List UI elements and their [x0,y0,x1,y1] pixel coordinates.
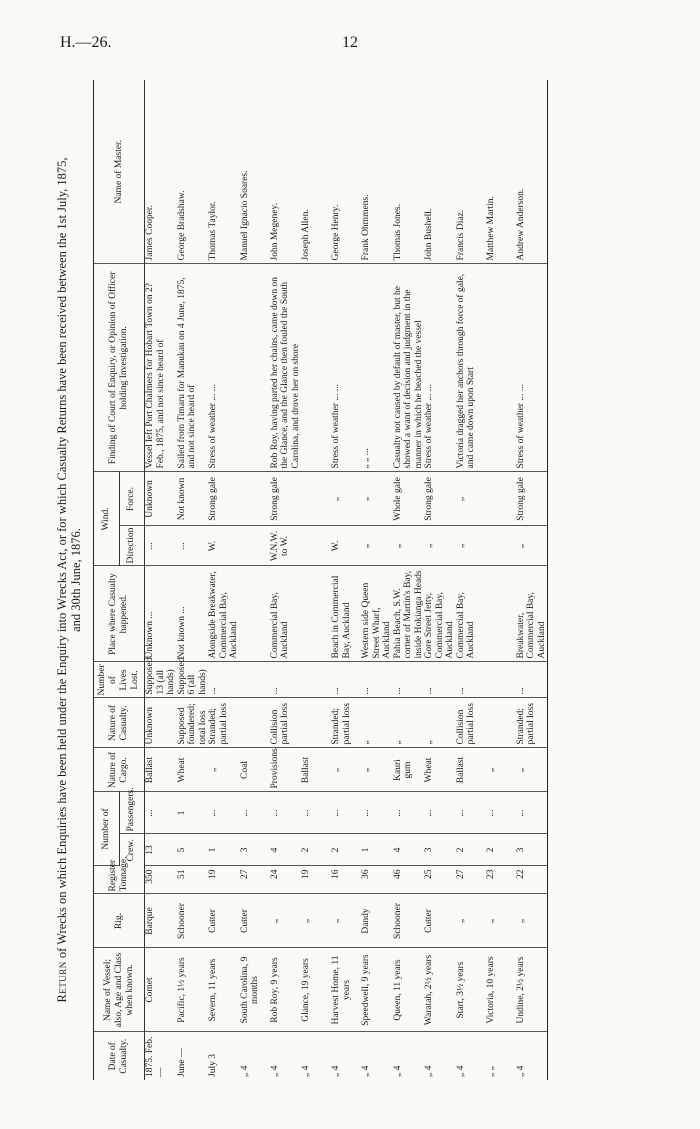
cell-casualty: „ [393,698,425,748]
table-row [393,80,425,1080]
cell-passengers: ... [456,792,486,834]
cell-place [240,566,270,662]
cell-force [301,472,331,526]
cell-casualty: Stranded; partial loss [208,698,240,748]
cell-place [486,566,516,662]
cell-date: „ 4 [301,1065,311,1077]
table-row [240,80,270,1080]
cell-lives [486,662,516,698]
cell-crew: 13 [145,834,177,866]
cell-finding: Vessel left Port Chalmers for Hobart Town on 2? Feb., 1875, and not since heard of [145,264,177,472]
cell-casualty [486,698,516,748]
title-line-1: of Wrecks on which Enquiries have been held under the Enquiry into Wrecks Act, or for which Casualty Returns have been received between the 1st July, 1875, [55,157,69,959]
col-casualty-header: Nature of Casualty. [94,698,145,748]
col-master-header: Name of Master. [94,80,145,264]
cell-lives: ... [393,662,425,698]
cell-place: Pahia Beach, S.W. corner of Martin's Bay, inside Hokianga Heads [393,566,425,662]
cell-finding: Casualty not caused by default of master, but he showed a want of decision and judgment in the manner in which he beached the vessel [393,264,425,472]
cell-vessel: Undine, 2½ years [516,948,548,1032]
cell-cargo: „ [516,748,548,792]
cell-lives [240,662,270,698]
cell-master: John Megeney. [270,80,302,264]
cell-direction: „ [424,526,456,566]
cell-force: Strong gale [516,472,548,526]
cell-passengers: ... [393,792,425,834]
cell-master: George Henry. [331,80,361,264]
cell-tonnage: 51 [177,866,209,894]
cell-lives: ... [456,662,486,698]
cell-finding: Sailed from Timaru for Manukau on 4 June, 1875, and not since heard of [177,264,209,472]
cell-date: „ 4 [455,1065,466,1077]
cell-force: „ [331,472,361,526]
document-reference: H.—26. [60,34,112,51]
page-header [60,34,660,56]
cell-crew: 4 [393,834,425,866]
cell-tonnage: 350 [145,866,177,894]
cell-rig: „ [456,894,486,948]
cell-cargo: Coal [240,748,270,792]
cell-finding [486,264,516,472]
cell-master: Manuel Ignacio Soares. [240,80,270,264]
wreck-returns-table [93,80,548,1080]
cell-rig: Cutter [240,894,270,948]
cell-passengers: ... [486,792,516,834]
cell-vessel: Queen, 11 years [393,948,425,1032]
table-row [177,80,209,1080]
cell-lives [301,662,331,698]
cell-rig: „ [516,894,548,948]
cell-casualty: Stranded; partial loss [331,698,361,748]
cell-finding: „ „ ... [361,264,393,472]
cell-tonnage: 36 [361,866,393,894]
cell-direction [301,526,331,566]
cell-crew: 2 [486,834,516,866]
table-row [208,80,240,1080]
cell-vessel: Victoria, 10 years [486,948,516,1032]
cell-direction: „ [516,526,548,566]
cell-date: „ 4 [269,1065,280,1077]
cell-casualty: „ [424,698,456,748]
cell-force: Strong gale [270,472,302,526]
cell-date: July 3 [208,1054,218,1077]
cell-vessel: Speedwell, 9 years [361,948,393,1032]
cell-vessel: Rob Roy, 9 years [270,948,302,1032]
cell-force: Unknown [145,472,177,526]
cell-casualty: „ [361,698,393,748]
cell-lives: ... [331,662,361,698]
cell-finding [240,264,270,472]
cell-cargo: Kauri gum [393,748,425,792]
cell-casualty [240,698,270,748]
cell-finding: Stress of weather ... ... [208,264,240,472]
cell-cargo: Wheat [424,748,456,792]
cell-finding: Stress of weather ... ... [516,264,548,472]
cell-passengers: ... [208,792,240,834]
cell-lives: ... [270,662,302,698]
cell-passengers: ... [301,792,331,834]
cell-tonnage: 16 [331,866,361,894]
col-lives-header: Number of Lives Lost. [94,662,145,698]
cell-place: Not known ... [177,566,209,662]
cell-date: „ 4 [392,1065,403,1077]
table-row [361,80,393,1080]
cell-place [301,566,331,662]
cell-lives: ... [361,662,393,698]
cell-vessel: Harvest Home, 11 years [331,948,361,1032]
cell-rig: „ [301,894,331,948]
cell-lives: Supposed 13 (all hands) [145,662,177,698]
cell-crew: 3 [516,834,548,866]
cell-finding: Stress of weather ... ... [424,264,456,472]
cell-rig: Dandy [361,894,393,948]
cell-direction: „ [361,526,393,566]
cell-rig: „ [331,894,361,948]
cell-vessel: Waratah, 2½ years [424,948,456,1032]
cell-vessel: Pacific, 1½ years [177,948,209,1032]
page-number: 12 [342,34,358,51]
cell-master: Thomas Taylor. [208,80,240,264]
col-number-of-header: Number of [94,792,120,866]
cell-crew: 5 [177,834,209,866]
title-line-2: and 30th June, 1876. [69,528,83,632]
cell-casualty: Supposed foundered; total loss [177,698,209,748]
cell-casualty: Collision partial loss [456,698,486,748]
cell-crew: 4 [270,834,302,866]
cell-place: Breakwater, Commercial Bay, Auckland [516,566,548,662]
table-title [55,80,83,1080]
cell-tonnage: 19 [301,866,331,894]
cell-force: Whole gale [393,472,425,526]
cell-place: Alongside Breakwater, Commercial Bay, Auckland [208,566,240,662]
cell-force [240,472,270,526]
cell-force [486,472,516,526]
cell-master: Andrew Anderson. [516,80,548,264]
cell-finding [301,264,331,472]
cell-rig: Cutter [424,894,456,948]
table-row [424,80,456,1080]
cell-rig: Barque [145,894,177,948]
col-wind-header: Wind. [94,472,120,566]
cell-tonnage: 19 [208,866,240,894]
table-row [486,80,516,1080]
cell-direction: „ [456,526,486,566]
col-passengers-header: Passengers. [119,792,145,834]
cell-finding: Rob Roy, having parted her chains, came down on the Glance, and the Glance then fouled the South Carolina, and drove her on shore [270,264,302,472]
table-row [331,80,361,1080]
cell-passengers: ... [240,792,270,834]
cell-date: „ 4 [239,1065,250,1077]
cell-passengers: ... [270,792,302,834]
cell-passengers: ... [145,792,177,834]
cell-rig: Schooner [177,894,209,948]
cell-direction [240,526,270,566]
cell-master: Matthew Martin. [486,80,516,264]
cell-master: Francis Diaz. [456,80,486,264]
cell-cargo: „ [331,748,361,792]
cell-vessel: Glance, 19 years [301,948,331,1032]
cell-vessel: Severn, 11 years [208,948,240,1032]
cell-date: „ 4 [361,1065,371,1077]
cell-cargo: „ [208,748,240,792]
cell-passengers: ... [331,792,361,834]
table-row [270,80,302,1080]
col-vessel-header: Name of Vessel; also, Age and Class when known. [94,948,145,1032]
cell-date: „ „ [485,1066,496,1077]
cell-master: George Bradshaw. [177,80,209,264]
col-cargo-header: Nature of Cargo. [94,748,145,792]
cell-casualty: Stranded; partial loss [516,698,548,748]
cell-cargo: Wheat [177,748,209,792]
cell-lives: ... [208,662,240,698]
cell-tonnage: 24 [270,866,302,894]
cell-master: Frank Ohmmens. [361,80,393,264]
col-crew-header: Crew. [119,834,145,866]
cell-cargo: Ballast [301,748,331,792]
cell-vessel: South Carolina, 9 months [240,948,270,1032]
cell-rig: Schooner [393,894,425,948]
cell-direction: W.N.W. to W. [270,526,302,566]
cell-direction: W. [208,526,240,566]
cell-direction: „ [393,526,425,566]
cell-crew: 3 [240,834,270,866]
cell-cargo: Ballast [456,748,486,792]
cell-casualty: Collision partial loss [270,698,302,748]
cell-passengers: 1 [177,792,209,834]
cell-tonnage: 27 [456,866,486,894]
cell-rig: „ [270,894,302,948]
col-tonnage-header: Register Tonnage. [94,866,145,894]
cell-force: „ [456,472,486,526]
col-place-header: Place where Casualty happened. [94,566,145,662]
col-finding-header: Finding of Court of Enquiry, or Opinion of Officer holding Investigation. [94,264,145,472]
cell-rig: „ [486,894,516,948]
cell-force: „ [361,472,393,526]
cell-master: James Cooper. [145,80,177,264]
cell-place: Commercial Bay, Auckland [270,566,302,662]
cell-casualty [301,698,331,748]
cell-vessel: Start, 3½ years [456,948,486,1032]
col-rig-header: Rig. [94,894,145,948]
cell-tonnage: 22 [516,866,548,894]
cell-date: 1875. Feb. — [145,1036,166,1077]
cell-date: „ 4 [424,1065,434,1077]
cell-cargo: „ [486,748,516,792]
cell-passengers: ... [361,792,393,834]
cell-rig: Cutter [208,894,240,948]
cell-direction: W. [331,526,361,566]
cell-cargo: „ [361,748,393,792]
cell-crew: 2 [456,834,486,866]
cell-passengers: ... [424,792,456,834]
cell-finding: Stress of weather ... ... [331,264,361,472]
col-force-header: Force. [119,472,145,526]
cell-finding: Victoria dragged her anchors through force of gale, and came down upon Start [456,264,486,472]
table-row [145,80,177,1080]
cell-crew: 2 [301,834,331,866]
cell-master: Thomas Jones. [393,80,425,264]
cell-vessel: Comet [145,948,177,1032]
col-direction-header: Direction [119,526,145,566]
cell-passengers: ... [516,792,548,834]
cell-force: Strong gale [208,472,240,526]
cell-place: Western side Queen Street Wharf, Auckland [361,566,393,662]
cell-direction: ... [145,526,177,566]
cell-casualty: Unknown [145,698,177,748]
title-lead: Return [55,961,69,1003]
cell-crew: 1 [208,834,240,866]
rotated-table-region [55,80,680,1080]
table-row [301,80,331,1080]
cell-master: Joseph Allen. [301,80,331,264]
cell-cargo: Provisions [270,748,302,792]
cell-force: Not known [177,472,209,526]
cell-place: Gore Street Jetty, Commercial Bay, Auckland [424,566,456,662]
cell-place: Unknown ... [145,566,177,662]
cell-direction: ... [177,526,209,566]
table-row [456,80,486,1080]
cell-force: Strong gale [424,472,456,526]
cell-lives: Supposed 6 (all hands) [177,662,209,698]
cell-crew: 3 [424,834,456,866]
cell-place: Beach in Commercial Bay, Auckland [331,566,361,662]
cell-cargo: Ballast [145,748,177,792]
cell-place: Commercial Bay, Auckland [456,566,486,662]
col-date-header: Date of Casualty. [94,1032,145,1080]
cell-crew: 1 [361,834,393,866]
cell-crew: 2 [331,834,361,866]
cell-master: John Bushell. [424,80,456,264]
cell-lives: ... [516,662,548,698]
table-row [516,80,548,1080]
cell-tonnage: 25 [424,866,456,894]
cell-date: „ 4 [516,1032,548,1080]
cell-tonnage: 46 [393,866,425,894]
cell-tonnage: 23 [486,866,516,894]
cell-date: „ 4 [331,1065,341,1077]
cell-tonnage: 27 [240,866,270,894]
cell-lives: ... [424,662,456,698]
cell-direction [486,526,516,566]
cell-date: June — [176,1047,187,1077]
